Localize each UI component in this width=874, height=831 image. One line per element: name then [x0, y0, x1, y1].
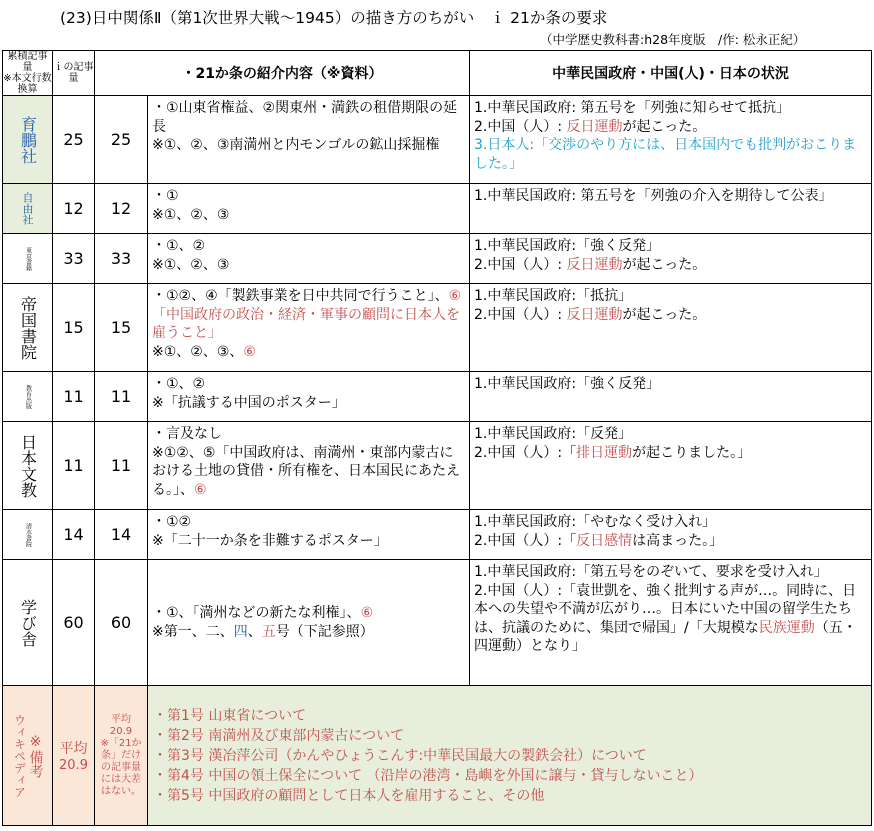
red-text: 五 — [261, 623, 276, 640]
intro-content — [148, 560, 470, 686]
table-row — [3, 510, 872, 560]
text-segment: が起こった。 — [622, 256, 707, 273]
amount-value: 25 — [95, 96, 148, 184]
text-segment: 1.中華民国政府:「強く反発」 — [474, 238, 661, 254]
status-content — [470, 372, 872, 422]
red-text: ⑥ — [194, 481, 207, 498]
publisher-label: 自由社 — [21, 192, 34, 225]
cumulative-value: 60 — [53, 560, 95, 686]
publisher-name — [3, 510, 53, 560]
status-content — [470, 422, 872, 510]
reference-source: ウィキペディア — [12, 713, 27, 798]
publisher-label: 育鵬社 — [18, 115, 38, 164]
header-amount: ｉの記事量 — [53, 51, 95, 96]
amount-value: 12 — [95, 184, 148, 234]
publisher-name — [3, 422, 53, 510]
intro-line — [152, 513, 465, 532]
status-line — [474, 444, 867, 463]
publisher-name — [3, 184, 53, 234]
status-content — [470, 234, 872, 284]
text-segment: 2.中国（人）: — [474, 306, 567, 323]
intro-line — [152, 375, 465, 394]
intro-line — [152, 394, 465, 413]
reference-title: ※備考 — [27, 733, 44, 778]
average-label: 平均 — [59, 741, 88, 757]
cumulative-value: 12 — [53, 184, 95, 234]
table-row — [3, 96, 872, 184]
header-cumulative: 累積記事量 ※本文行数換算 — [3, 51, 52, 95]
intro-line — [152, 287, 465, 343]
intro-line — [152, 604, 465, 623]
red-text: 排日運動 — [576, 444, 633, 461]
red-text: 反日運動 — [566, 118, 623, 135]
article-item: ・第5号 中国政府の顧問として日本人を雇用すること、その他 — [153, 787, 545, 804]
text-segment: 2.中国（人）: — [474, 256, 567, 273]
amount-value: 15 — [95, 284, 148, 372]
status-line — [474, 256, 867, 275]
intro-line — [152, 99, 465, 136]
status-line — [474, 187, 867, 206]
text-segment: ・①②、④「製鉄事業を日中共同で行うこと」、 — [152, 288, 449, 304]
status-line — [474, 375, 867, 394]
amount-value: 14 — [95, 510, 148, 560]
blue-text: 四 — [233, 623, 248, 640]
text-segment: が起こった。 — [622, 306, 707, 323]
status-line — [474, 563, 867, 582]
text-segment: ・①、② — [152, 376, 206, 392]
text-segment: ・①山東省権益、②関東州・満鉄の租借期限の延長 — [152, 100, 458, 135]
amount-value: 11 — [95, 422, 148, 510]
teal-text: 3.日本人:「交渉のやり方には、日本国内でも批判がおこりました。」 — [474, 137, 857, 172]
red-text: 反日感情 — [576, 532, 633, 549]
intro-line — [152, 623, 465, 642]
intro-line — [152, 343, 465, 362]
header-status: 中華民国政府・中国(人)・日本の状況 — [470, 51, 872, 96]
status-line — [474, 425, 867, 444]
text-segment: ※①、②、③南満州と内モンゴルの鉱山採掘権 — [152, 137, 440, 153]
cumulative-value: 33 — [53, 234, 95, 284]
text-segment: 1.中華民国政府: 第五号を「列強の介入を期待して公表」 — [474, 188, 833, 204]
intro-line — [152, 237, 465, 256]
text-segment: 号（下記参照） — [275, 623, 374, 640]
cumulative-value: 15 — [53, 284, 95, 372]
publisher-label: 日本文教 — [18, 433, 38, 498]
table-row — [3, 422, 872, 510]
table-body — [3, 96, 872, 826]
red-text: 民族運動 — [758, 619, 815, 636]
article-item: ・第3号 漢冶萍公司（かんやひょうこんす:中華民国最大の製鉄会社）について — [153, 747, 647, 764]
amount-value: 60 — [95, 560, 148, 686]
table-row — [3, 184, 872, 234]
red-text: ⑥ — [360, 605, 374, 621]
intro-content — [148, 284, 470, 372]
intro-line — [152, 444, 465, 500]
cumulative-value: 11 — [53, 422, 95, 510]
table-row — [3, 284, 872, 372]
text-segment: 1.中華民国政府:「強く反発」 — [474, 376, 661, 392]
publisher-name — [3, 96, 53, 184]
publisher-label: 教育出版 — [24, 384, 32, 409]
intro-line — [152, 206, 465, 225]
text-segment: が起こりました。」 — [632, 444, 752, 461]
text-segment: ※①、②、③ — [152, 206, 230, 223]
intro-content — [148, 96, 470, 184]
status-content — [470, 184, 872, 234]
amount-value: 11 — [95, 372, 148, 422]
text-segment: ・① — [152, 188, 179, 204]
reference-label — [3, 686, 53, 826]
red-text: 反日運動 — [566, 256, 623, 273]
text-segment: ・言及なし — [152, 426, 222, 442]
status-content — [470, 560, 872, 686]
status-line — [474, 532, 867, 551]
text-segment: 1.中華民国政府:「抵抗」 — [474, 288, 633, 304]
text-segment: 2.中国（人）:「 — [474, 532, 577, 549]
amount-value: 33 — [95, 234, 148, 284]
footer-row — [3, 686, 872, 826]
text-segment: 、 — [247, 623, 262, 640]
text-segment: は高まった。」 — [632, 532, 724, 549]
status-line — [474, 513, 867, 532]
text-segment: ※「二十一か条を非難するポスター」 — [152, 532, 388, 549]
status-line — [474, 118, 867, 137]
status-content — [470, 96, 872, 184]
text-segment: ・①、② — [152, 238, 206, 254]
page-title: (23)日中関係Ⅱ（第1次世界大戦～1945）の描き方のちがい ｉ 21か条の要求 — [60, 9, 608, 27]
cumulative-value: 11 — [53, 372, 95, 422]
status-line — [474, 136, 867, 173]
text-segment: （五・四運動）となり」 — [474, 619, 857, 654]
intro-content — [148, 510, 470, 560]
average-note — [95, 686, 148, 826]
average-value: 20.9 — [59, 758, 88, 773]
table-row — [3, 372, 872, 422]
publisher-label: 清水書院 — [24, 522, 32, 547]
publisher-label: 帝国書院 — [18, 295, 38, 360]
article-item: ・第4号 中国の領土保全について （沿岸の港湾・島嶼を外国に譲与・貸与しないこと） — [153, 767, 703, 784]
intro-line — [152, 425, 465, 444]
article-item: ・第2号 南満州及び東部内蒙古について — [153, 727, 405, 744]
text-segment: ※「抗議する中国のポスター」 — [152, 394, 346, 411]
header-intro: ・21か条の紹介内容（※資料） — [95, 51, 470, 96]
intro-content — [148, 422, 470, 510]
status-line — [474, 582, 867, 656]
red-text: ⑥ — [243, 343, 256, 360]
status-line — [474, 99, 867, 118]
cumulative-value: 25 — [53, 96, 95, 184]
status-line — [474, 306, 867, 325]
text-segment: ※第一、二、 — [152, 623, 234, 640]
intro-line — [152, 532, 465, 551]
publisher-name — [3, 372, 53, 422]
publisher-label: 学び舎 — [18, 598, 38, 647]
text-segment: 1.中華民国政府:「第五号をのぞいて、要求を受け入れ」 — [474, 564, 828, 580]
text-segment: 1.中華民国政府:「反発」 — [474, 426, 633, 442]
article-item: ・第1号 山東省について — [153, 707, 307, 724]
status-line — [474, 287, 867, 306]
source-credit: （中学歴史教科書:h28年度版 /作: 松永正紀） — [540, 32, 806, 47]
table-row — [3, 234, 872, 284]
intro-line — [152, 187, 465, 206]
text-segment: 1.中華民国政府: 第五号を「列強に知らせて抵抗」 — [474, 100, 791, 116]
red-text: 反日運動 — [566, 306, 623, 323]
text-segment: 2.中国（人）:「 — [474, 444, 577, 461]
status-content — [470, 284, 872, 372]
article-list — [148, 686, 872, 826]
text-segment: 1.中華民国政府:「やむなく受け入れ」 — [474, 514, 717, 530]
intro-line — [152, 256, 465, 275]
publisher-name — [3, 284, 53, 372]
text-segment: ※①、②、③ — [152, 256, 230, 273]
text-segment: ※①②、⑤「中国政府は、南満州・東部内蒙古における土地の貸借・所有権を、日本国民にあたえる。」、 — [152, 444, 460, 498]
status-line — [474, 237, 867, 256]
average-cell — [53, 686, 95, 826]
intro-content — [148, 184, 470, 234]
intro-content — [148, 234, 470, 284]
text-segment: が起こった。 — [622, 118, 707, 135]
red-text: ⑥「中国政府の政治・経済・軍事の顧問に日本人を雇うこと」 — [152, 288, 462, 341]
average-note-text: 平均 20.9 ※「21か条」だけの記事量には大差はない。 — [100, 713, 142, 797]
text-segment: ・①② — [152, 514, 192, 530]
comparison-table — [2, 50, 872, 826]
text-segment: ・①、「満州などの新たな利権」、 — [152, 605, 361, 621]
publisher-name — [3, 234, 53, 284]
text-segment: ※①、②、③、 — [152, 343, 244, 360]
text-segment: 2.中国（人）:「袁世凱を、強く批判する声が…。同時に、日本への失望や不満が広がり…。日本にいた中国の留学生たちは、抗議のために、集団で帰国」/「大規模な — [474, 582, 857, 636]
publisher-name — [3, 560, 53, 686]
table-row — [3, 560, 872, 686]
cumulative-value: 14 — [53, 510, 95, 560]
status-content — [470, 510, 872, 560]
intro-content — [148, 372, 470, 422]
intro-line — [152, 136, 465, 155]
text-segment: 2.中国（人）: — [474, 118, 567, 135]
publisher-label: 東京書籍 — [24, 246, 32, 271]
